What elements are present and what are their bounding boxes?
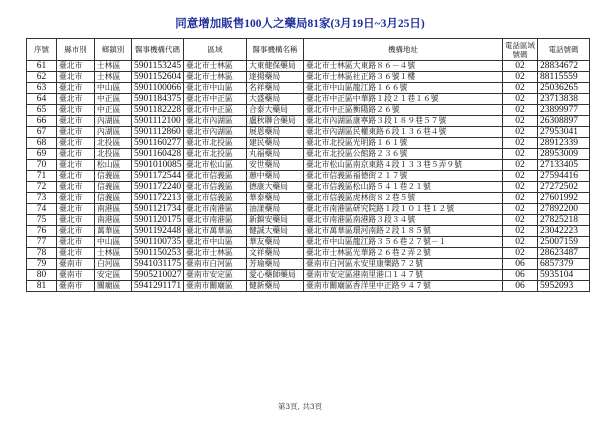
cell-area: 臺北市松山區 [184,160,247,171]
cell-serial: 75 [27,215,57,226]
cell-area: 臺北市中正區 [184,94,247,105]
header-area: 區域 [184,39,247,61]
cell-code: 5901184375 [132,94,184,105]
cell-code: 5901112100 [132,116,184,127]
cell-name: 芳瑜藥局 [247,259,304,270]
cell-city: 臺北市 [57,149,95,160]
cell-name: 達揚藥局 [247,72,304,83]
cell-phone: 88115559 [538,72,590,83]
cell-code: 5901160277 [132,138,184,149]
cell-city: 臺南市 [57,259,95,270]
header-code: 醫事機構代碼 [132,39,184,61]
cell-district: 關廟區 [95,281,132,292]
cell-serial: 64 [27,94,57,105]
cell-city: 臺北市 [57,105,95,116]
header-phone: 電話號碼 [538,39,590,61]
cell-serial: 61 [27,61,57,72]
cell-city: 臺北市 [57,193,95,204]
table-row [27,270,590,281]
cell-area: 臺北市萬華區 [184,226,247,237]
cell-phone: 27594416 [538,171,590,182]
cell-code: 5941291171 [132,281,184,292]
cell-phone: 28834672 [538,61,590,72]
table-row [27,248,590,259]
table-row [27,182,590,193]
cell-address: 臺北市信義區松山路５４１巷２１號 [304,182,503,193]
cell-code: 5901150253 [132,248,184,259]
cell-phone: 23042223 [538,226,590,237]
cell-phone: 25007159 [538,237,590,248]
cell-address: 臺北市士林區社正路３６號１樓 [304,72,503,83]
cell-name: 安世藥局 [247,160,304,171]
cell-serial: 69 [27,149,57,160]
table-row [27,116,590,127]
cell-city: 臺北市 [57,204,95,215]
cell-city: 臺北市 [57,138,95,149]
cell-area: 臺北市信義區 [184,182,247,193]
cell-area-code: 02 [503,83,538,94]
cell-name: 名祥藥局 [247,83,304,94]
table-row [27,215,590,226]
cell-address: 臺北市內湖區康寧路３段１８９巷５７號 [304,116,503,127]
table-row [27,237,590,248]
cell-area: 臺北市士林區 [184,61,247,72]
cell-district: 中山區 [95,83,132,94]
cell-district: 信義區 [95,182,132,193]
cell-city: 臺北市 [57,248,95,259]
cell-area: 臺北市內湖區 [184,127,247,138]
cell-district: 士林區 [95,72,132,83]
cell-name: 華友藥局 [247,237,304,248]
cell-district: 內湖區 [95,116,132,127]
cell-area: 臺北市南港區 [184,204,247,215]
cell-district: 內湖區 [95,127,132,138]
cell-name: 健新藥局 [247,281,304,292]
cell-city: 臺北市 [57,116,95,127]
cell-serial: 80 [27,270,57,281]
cell-area: 臺南市白河區 [184,259,247,270]
table-row [27,226,590,237]
cell-code: 5901112860 [132,127,184,138]
cell-area-code: 02 [503,160,538,171]
cell-address: 臺北市萬華區環河南路２段１８５號 [304,226,503,237]
cell-code: 5941031175 [132,259,184,270]
cell-code: 5901100735 [132,237,184,248]
cell-name: 大盛藥局 [247,94,304,105]
cell-name: 油漾藥局 [247,204,304,215]
table-header-row [27,39,590,61]
cell-district: 信義區 [95,171,132,182]
cell-district: 南港區 [95,204,132,215]
cell-code: 5901172240 [132,182,184,193]
cell-name: 合泰大藥局 [247,105,304,116]
cell-code: 5905210027 [132,270,184,281]
header-address: 機構地址 [304,39,503,61]
cell-city: 臺南市 [57,270,95,281]
cell-area: 臺北市南港區 [184,215,247,226]
cell-area-code: 06 [503,270,538,281]
cell-city: 臺北市 [57,215,95,226]
cell-area-code: 02 [503,182,538,193]
table-row [27,149,590,160]
cell-district: 信義區 [95,193,132,204]
cell-phone: 28912339 [538,138,590,149]
cell-serial: 72 [27,182,57,193]
cell-area-code: 02 [503,138,538,149]
cell-name: 文祥藥局 [247,248,304,259]
cell-district: 中正區 [95,105,132,116]
cell-code: 5901172213 [132,193,184,204]
cell-phone: 27953041 [538,127,590,138]
cell-district: 白河區 [95,259,132,270]
cell-area-code: 02 [503,149,538,160]
cell-city: 臺南市 [57,281,95,292]
cell-serial: 81 [27,281,57,292]
cell-name: 德康大藥局 [247,182,304,193]
header-area-code: 電話區域號碼 [503,39,538,61]
cell-serial: 65 [27,105,57,116]
table-row [27,281,590,292]
cell-serial: 62 [27,72,57,83]
cell-area: 臺北市信義區 [184,193,247,204]
cell-area-code: 02 [503,226,538,237]
cell-district: 南港區 [95,215,132,226]
cell-area: 臺北市內湖區 [184,116,247,127]
cell-area: 臺北市中正區 [184,105,247,116]
table-row [27,259,590,270]
cell-address: 臺南市關廟區香洋里中正路９４７號 [304,281,503,292]
cell-serial: 77 [27,237,57,248]
cell-area-code: 02 [503,127,538,138]
cell-area-code: 02 [503,237,538,248]
cell-city: 臺北市 [57,182,95,193]
cell-phone: 26308897 [538,116,590,127]
cell-code: 5901192448 [132,226,184,237]
cell-phone: 25036265 [538,83,590,94]
cell-code: 5901182228 [132,105,184,116]
cell-serial: 66 [27,116,57,127]
cell-name: 丸福藥局 [247,149,304,160]
cell-phone: 28623487 [538,248,590,259]
cell-address: 臺北市內湖區民權東路６段１３６巷４號 [304,127,503,138]
cell-area-code: 02 [503,94,538,105]
cell-serial: 70 [27,160,57,171]
cell-area: 臺北市士林區 [184,72,247,83]
cell-code: 5901152604 [132,72,184,83]
cell-area-code: 02 [503,215,538,226]
table-row [27,83,590,94]
table-row [27,138,590,149]
cell-name: 健誠大藥局 [247,226,304,237]
cell-district: 士林區 [95,248,132,259]
cell-district: 萬華區 [95,226,132,237]
cell-phone: 6857379 [538,259,590,270]
cell-serial: 71 [27,171,57,182]
cell-address: 臺北市南港區南港路３段３４號 [304,215,503,226]
table-row [27,193,590,204]
header-district: 鄉鎮別 [95,39,132,61]
cell-code: 5901100066 [132,83,184,94]
table-row [27,204,590,215]
cell-serial: 68 [27,138,57,149]
cell-code: 5901160428 [132,149,184,160]
cell-address: 臺北市中正區衡陽路２６號 [304,105,503,116]
cell-address: 臺北市松山區南京東路４段１３３巷５弄９號 [304,160,503,171]
cell-district: 安定區 [95,270,132,281]
cell-code: 5901172544 [132,171,184,182]
table-row [27,94,590,105]
cell-serial: 78 [27,248,57,259]
cell-area: 臺北市中山區 [184,237,247,248]
cell-phone: 5935104 [538,270,590,281]
header-city: 縣市別 [57,39,95,61]
header-name: 醫事機構名稱 [247,39,304,61]
cell-district: 中山區 [95,237,132,248]
cell-city: 臺北市 [57,237,95,248]
cell-district: 北投區 [95,138,132,149]
cell-area-code: 02 [503,204,538,215]
cell-area: 臺北市北投區 [184,149,247,160]
cell-area: 臺北市信義區 [184,171,247,182]
cell-address: 臺南市白河區永安里康樂路７２號 [304,259,503,270]
page-footer: 第3頁, 共3頁 [277,402,323,411]
cell-area-code: 02 [503,248,538,259]
cell-phone: 23713838 [538,94,590,105]
cell-phone: 27133405 [538,160,590,171]
table-row [27,61,590,72]
cell-name: 華泰藥局 [247,193,304,204]
cell-phone: 27825218 [538,215,590,226]
cell-area: 臺南市關廟區 [184,281,247,292]
cell-name: 大東健保藥局 [247,61,304,72]
cell-address: 臺北市中山區龍江路３５６巷２７號－１ [304,237,503,248]
header-serial: 序號 [27,39,57,61]
cell-city: 臺北市 [57,83,95,94]
cell-phone: 28953009 [538,149,590,160]
cell-serial: 63 [27,83,57,94]
cell-area-code: 02 [503,105,538,116]
cell-address: 臺北市南港區研究院路１段１０１巷１２號 [304,204,503,215]
cell-name: 建民藥局 [247,138,304,149]
cell-address: 臺南市安定區港南里港口１４７號 [304,270,503,281]
cell-serial: 67 [27,127,57,138]
cell-phone: 27272502 [538,182,590,193]
cell-area: 臺北市士林區 [184,248,247,259]
cell-area-code: 06 [503,259,538,270]
cell-area-code: 02 [503,72,538,83]
cell-area: 臺北市北投區 [184,138,247,149]
cell-code: 5901120175 [132,215,184,226]
cell-area-code: 06 [503,281,538,292]
cell-phone: 23899977 [538,105,590,116]
cell-city: 臺北市 [57,72,95,83]
cell-district: 中正區 [95,94,132,105]
cell-district: 北投區 [95,149,132,160]
cell-serial: 76 [27,226,57,237]
cell-area-code: 02 [503,193,538,204]
cell-address: 臺北市信義區虎林街８２巷５號 [304,193,503,204]
cell-code: 5901153245 [132,61,184,72]
cell-address: 臺北市北投區公館路２３６號 [304,149,503,160]
table-row [27,105,590,116]
cell-city: 臺北市 [57,94,95,105]
cell-name: 展恩藥局 [247,127,304,138]
cell-serial: 73 [27,193,57,204]
cell-address: 臺北市中正區中華路１段２１巷１６號 [304,94,503,105]
cell-name: 新鎮安藥局 [247,215,304,226]
cell-district: 松山區 [95,160,132,171]
cell-address: 臺北市士林區光華路２６巷２弄２號 [304,248,503,259]
cell-address: 臺北市士林區大東路８６－４號 [304,61,503,72]
cell-city: 臺北市 [57,160,95,171]
cell-address: 臺北市北投區光明路１６１號 [304,138,503,149]
cell-code: 5901121734 [132,204,184,215]
table-row [27,72,590,83]
cell-area: 臺北市中山區 [184,83,247,94]
table-row [27,171,590,182]
cell-city: 臺北市 [57,61,95,72]
pharmacy-table [26,38,590,292]
cell-city: 臺北市 [57,226,95,237]
cell-area-code: 02 [503,116,538,127]
cell-name: 盧秋聯合藥局 [247,116,304,127]
cell-address: 臺北市中山區龍江路１６６號 [304,83,503,94]
cell-district: 士林區 [95,61,132,72]
cell-code: 5901010085 [132,160,184,171]
cell-address: 臺北市信義區福德街２１７號 [304,171,503,182]
cell-city: 臺北市 [57,127,95,138]
cell-serial: 74 [27,204,57,215]
cell-name: 愛心藥師藥局 [247,270,304,281]
cell-area-code: 02 [503,171,538,182]
cell-phone: 27892200 [538,204,590,215]
cell-name: 蕙中藥局 [247,171,304,182]
table-row [27,160,590,171]
cell-phone: 5952093 [538,281,590,292]
cell-area-code: 02 [503,61,538,72]
table-row [27,127,590,138]
cell-phone: 27601992 [538,193,590,204]
cell-area: 臺南市安定區 [184,270,247,281]
cell-city: 臺北市 [57,171,95,182]
document-title: 同意增加販售100人之藥局81家(3月19日~3月25日) [175,18,425,30]
cell-serial: 79 [27,259,57,270]
